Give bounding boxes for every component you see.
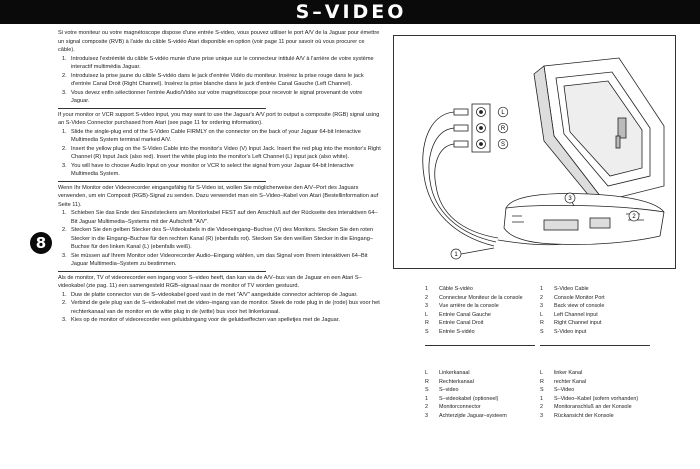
legend-row: S S–Video	[540, 387, 575, 394]
legend-row: 2 Monitorconnector	[425, 404, 481, 411]
jack-panel	[472, 104, 490, 152]
callout-2: 2	[632, 214, 636, 220]
legend-row: 3 Vue arrière de la console	[425, 303, 499, 310]
english-intro: If your monitor or VCR support S-video input, you may want to use the Jaguar's A/V port to output a composite (RGB) signal using an S-Video Connector purchased from Atari (see page 11 for ordering information).	[58, 111, 380, 126]
legend-dutch	[425, 369, 545, 421]
legend-english	[540, 285, 660, 337]
french-steps	[58, 55, 382, 106]
legend-row: L Entrée Canal Gauche	[425, 311, 491, 318]
instructions-column	[58, 29, 382, 325]
legend-row: 3 Rückansicht der Konsole	[540, 412, 614, 419]
section-divider	[58, 271, 266, 272]
diagram-illustration	[394, 36, 677, 270]
french-step: 1. Introduisez l'extrémité du câble S-vidéo munie d'une prise unique sur le connecteur intitulé A/V à l'arrière de votre système interactif multimédia Jaguar.	[62, 55, 374, 70]
legend-row: S Entrée S-vidéo	[425, 328, 475, 335]
german-step: 2. Stecken Sie den gelben Stecker des S–Videokabels in die Videoeingang–Buchse (V) des Monitors. Stecken Sie den roten Stecker in die Eingang–Buchse für den rechten Kanal (R) (ebenfalls rot). Stecken Sie den weißen Stecker in die Eingang–Buchse für den linken Kanal (L) (ebenfalls weiß).	[62, 227, 374, 250]
connection-diagram	[393, 35, 676, 269]
dutch-step: 1. Duw de platte connector van de S–videokabel goed vast in de met "A/V" aangeduide connector achterop de Jaguar.	[62, 291, 358, 298]
english-step: 3. You will have to choose Audio Input on your monitor or VCR to select the signal from your Jaguar 64-bit Interactive Multimedia System.	[62, 162, 354, 177]
english-step: 2. Insert the yellow plug on the S-Video Cable into the monitor's Video (V) Input Jack. Insert the red plug into the monitor's Right Channel (R) Input Jack (also red). Insert the white plug into the monitor's Left Channel (L) input jack (also white).	[62, 145, 381, 160]
legend-divider	[425, 345, 535, 346]
german-intro: Wenn Ihr Monitor oder Videorecorder eingangsfähig für S-Video ist, wollen Sie möglicherweise den A/V–Port des Jaguars verwenden, um ein Composit (RGB)-Signal zu senden. Dazu verwendet man ein S–Video–Kabel von Atari (Bestellinformation auf Seite 11).	[58, 184, 379, 208]
legend-row: R Rechterkanaal	[425, 378, 474, 385]
german-step: 1. Schieben Sie das Ende des Einzelsteckers am Monitorkabel FEST auf den Anschluß auf der Rückseite des interaktiven 64–Bit Jaguar Multimedia–Systems mit der Aufschrift "A/V".	[62, 210, 378, 225]
legend-row: R rechter Kanal	[540, 378, 587, 385]
dutch-steps	[58, 291, 382, 325]
section-divider	[58, 181, 266, 182]
legend-row: 1 S–Video–Kabel (sofern vorhanden)	[540, 395, 639, 402]
french-step: 2. Introduisez la prise jaune du câble S-vidéo dans le jack d'entrée Vidéo du moniteur. Insérez la prise rouge dans le jack d'entrée Canal Droit (Right Channel). Insérez la prise blanche dans le jack d'entrée Canal Gauche (Left Channel).	[62, 72, 364, 87]
french-step: 3. Vous devez enfin sélectionner l'entrée Audio/Vidéo sur votre magnétoscope pour recevoir le signal provenant de votre Jaguar.	[62, 89, 363, 104]
dutch-intro: Als de monitor, TV of videorecorder een ingang voor S–video heeft, dan kan via de A/V–bus van de Jaguar en een Atari S–videokabel (zie pag. 11) een samengesteld RGB–signaal naar de monitor of TV worden gestuurd.	[58, 274, 362, 289]
legend-row: 1 S–videokabel (optioneel)	[425, 395, 499, 402]
monitor-illustration	[534, 58, 664, 208]
legend-german	[540, 369, 680, 421]
legend-row: 2 Console Monitor Port	[540, 294, 605, 301]
callout-1: 1	[454, 252, 458, 258]
english-steps	[58, 128, 382, 179]
legend-row: 2 Monitoranschluß an der Konsole	[540, 404, 632, 411]
dutch-step: 2. Verbind de gele plug van de S–videokabel met de video–ingang van de monitor. Steek de rode plug in de (rode) bus voor het rechterkanaal van de monitor en de witte plug in de (witte) bus voor het linkerkanaal.	[62, 300, 380, 315]
legend-row: S S–video	[425, 387, 459, 394]
dutch-step: 3. Kies op de monitor of videorecorder een geluidsingang voor de geluidseffecten van spelletjes met de Jaguar.	[62, 317, 340, 323]
jack-label-r: R	[500, 126, 506, 132]
legend-row: R Right Channel input	[540, 320, 602, 327]
legend-row: 3 Achterzijde Jaguar–systeem	[425, 412, 507, 419]
english-step: 1. Slide the single-plug end of the S-Video Cable FIRMLY on the connector on the back of your Jaguar 64-bit Interactive Multimedia System terminal marked A/V.	[62, 128, 361, 143]
french-intro: Si votre moniteur ou votre magnétoscope dispose d'une entrée S-video, vous pouvez utiliser le port A/V de la Jaguar pour émettre un signal composite (RVB) à l'aide du câble S-vidéo Atari disponible en option (voir page 11 pour savoir où vous procurer ce câble).	[58, 30, 380, 53]
legend-row: L Linkerkanaal	[425, 370, 470, 376]
callout-3: 3	[568, 196, 572, 202]
legend-row: 2 Connecteur Moniteur de la console	[425, 294, 523, 301]
german-step: 3. Sie müssen auf Ihrem Monitor oder Videorecorder Audio–Eingang wählen, um das Signal vom Ihrem interaktiven 64–Bit Jaguar Multimedia–System zu bestimmen.	[62, 252, 368, 267]
legend-row: L linker Kanal	[540, 370, 583, 376]
legend-row: S S-Video input	[540, 328, 587, 335]
section-divider	[58, 108, 266, 109]
german-steps	[58, 209, 382, 269]
legend-row: 1 S-Video Cable	[540, 286, 589, 292]
legend-row: 3 Back view of console	[540, 303, 605, 310]
legend-divider	[540, 345, 650, 346]
jack-label-l: L	[501, 110, 505, 116]
page-title: S–VIDEO	[295, 1, 407, 23]
legend-row: R Entrée Canal Droit	[425, 320, 484, 327]
legend-french	[425, 285, 545, 337]
jack-label-s: S	[500, 142, 506, 148]
console-illustration	[504, 194, 664, 245]
legend-row: 1 Câble S-vidéo	[425, 286, 473, 292]
page-number-badge: 8	[30, 232, 52, 254]
legend-row: L Left Channel input	[540, 311, 598, 318]
